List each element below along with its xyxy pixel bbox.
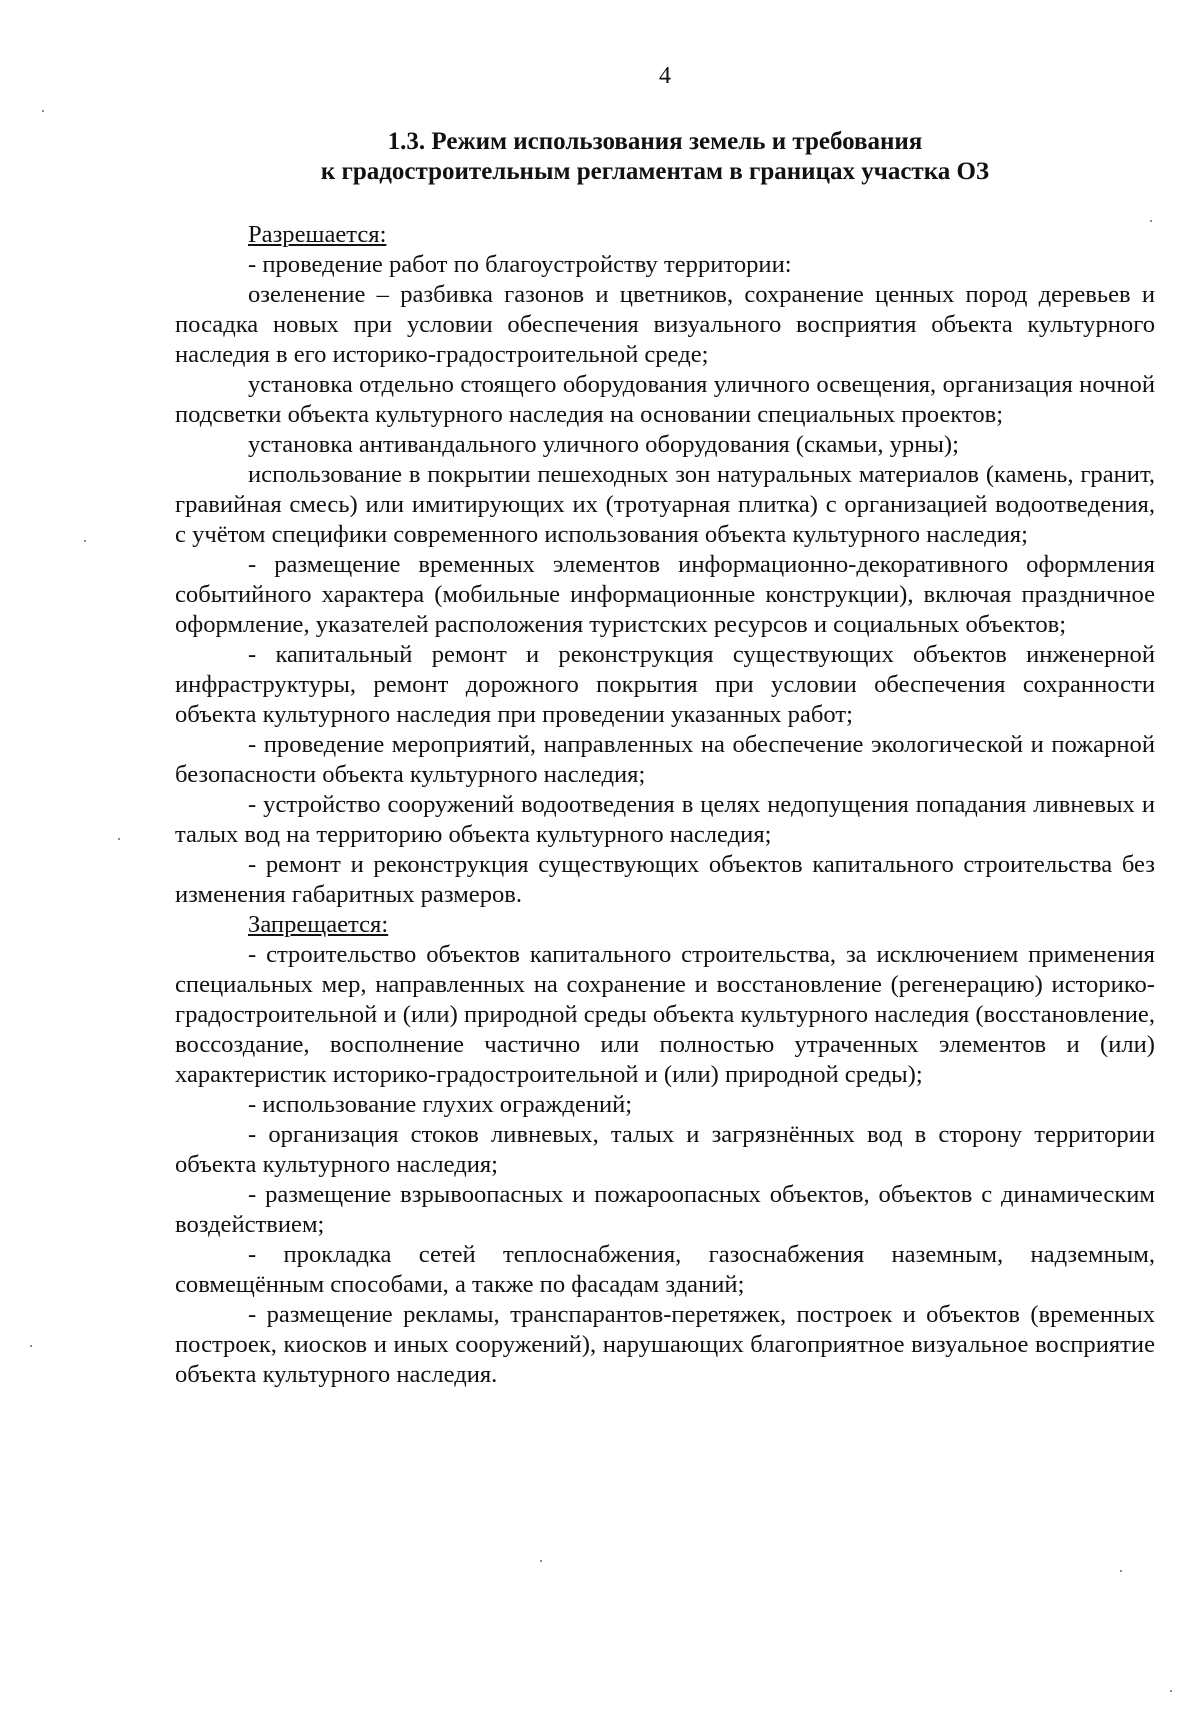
section-title bbox=[175, 127, 1135, 187]
allowed-item: - проведение мероприятий, направленных на обеспечение экологической и пожарной безопасности объекта культурного наследия; bbox=[175, 731, 1155, 788]
allowed-item: озеленение – разбивка газонов и цветников, сохранение ценных пород деревьев и посадка новых при условии обеспечения визуального восприятия объекта культурного наследия в его историко-градостроительной среде; bbox=[175, 281, 1155, 368]
allowed-heading: Разрешается: bbox=[248, 221, 387, 248]
prohibited-item: - использование глухих ограждений; bbox=[248, 1091, 633, 1118]
allowed-item: - устройство сооружений водоотведения в целях недопущения попадания ливневых и талых вод на территорию объекта культурного наследия; bbox=[175, 791, 1155, 848]
prohibited-item: - размещение взрывоопасных и пожароопасных объектов, объектов с динамическим воздействием; bbox=[175, 1181, 1155, 1238]
prohibited-item: - размещение рекламы, транспарантов-перетяжек, построек и объектов (временных построек, киосков и иных сооружений), нарушающих благоприятное визуальное восприятие объекта культурного наследия. bbox=[175, 1301, 1155, 1388]
allowed-item: - размещение временных элементов информационно-декоративного оформления событийного характера (мобильные информационные конструкции), включая праздничное оформление, указателей расположения туристских ресурсов и социальных объектов; bbox=[175, 551, 1155, 638]
scan-speck bbox=[118, 838, 120, 840]
scan-speck bbox=[1150, 220, 1152, 222]
scan-speck bbox=[540, 1560, 542, 1562]
scan-speck bbox=[1170, 1690, 1172, 1692]
scan-speck bbox=[42, 110, 44, 112]
allowed-item: установка антивандального уличного оборудования (скамьи, урны); bbox=[248, 431, 959, 458]
allowed-item: - ремонт и реконструкция существующих объектов капитального строительства без изменения габаритных размеров. bbox=[175, 851, 1155, 908]
section-title-line-1: 1.3. Режим использования земель и требования bbox=[387, 128, 923, 155]
scan-speck bbox=[1120, 1570, 1122, 1572]
allowed-item: - проведение работ по благоустройству территории: bbox=[248, 251, 792, 278]
allowed-item: - капитальный ремонт и реконструкция существующих объектов инженерной инфраструктуры, ремонт дорожного покрытия при условии обеспечения сохранности объекта культурного наследия при проведении указанных работ; bbox=[175, 641, 1155, 728]
document-body bbox=[175, 220, 1155, 1390]
scan-speck bbox=[84, 540, 86, 542]
prohibited-item: - строительство объектов капитального строительства, за исключением применения специальных мер, направленных на сохранение и восстановление (регенерацию) историко-градостроительной и (или) природной среды объекта культурного наследия (восстановление, воссоздание, восполнение частично или полностью утраченных элементов и (или) характеристик историко-градостроительной и (или) природной среды); bbox=[175, 941, 1155, 1088]
scan-speck bbox=[30, 1345, 32, 1347]
allowed-item: установка отдельно стоящего оборудования уличного освещения, организация ночной подсветки объекта культурного наследия на основании специальных проектов; bbox=[175, 371, 1155, 428]
allowed-item: использование в покрытии пешеходных зон натуральных материалов (камень, гранит, гравийная смесь) или имитирующих их (тротуарная плитка) с организацией водоотведения, с учётом специфики современного использования объекта культурного наследия; bbox=[175, 461, 1155, 548]
section-title-line-2: к градостроительным регламентам в границах участка ОЗ bbox=[320, 158, 990, 185]
page-number: 4 bbox=[659, 63, 671, 89]
prohibited-heading: Запрещается: bbox=[248, 911, 389, 938]
prohibited-item: - организация стоков ливневых, талых и загрязнённых вод в сторону территории объекта культурного наследия; bbox=[175, 1121, 1155, 1178]
prohibited-item: - прокладка сетей теплоснабжения, газоснабжения наземным, надземным, совмещённым способами, а также по фасадам зданий; bbox=[175, 1241, 1155, 1298]
